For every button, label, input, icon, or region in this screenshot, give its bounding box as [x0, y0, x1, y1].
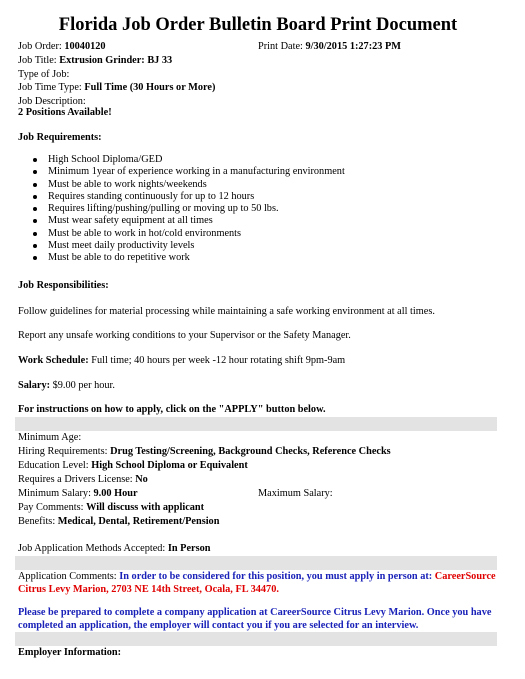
section-divider — [15, 417, 497, 431]
responsibilities-line-2: Report any unsafe working conditions to your Supervisor or the Safety Manager. — [18, 330, 351, 341]
print-date-label: Print Date: — [258, 41, 303, 52]
responsibilities-line-1: Follow guidelines for material processing while maintaining a safe working environment at all times. — [18, 306, 435, 317]
job-time-type-line — [18, 82, 215, 95]
drivers-license-label: Requires a Drivers License: — [18, 474, 133, 485]
education-value: High School Diploma or Equivalent — [91, 460, 248, 471]
education-label: Education Level: — [18, 460, 89, 471]
drivers-license-line — [18, 474, 148, 487]
application-methods-value: In Person — [167, 543, 211, 554]
salary-value: $9.00 per hour. — [52, 380, 115, 391]
requirements-heading: Job Requirements: — [18, 132, 102, 143]
application-methods-line — [18, 543, 210, 556]
application-address: CareerSource Citrus Levy Marion, 2703 NE 14th Street, Ocala, FL 34470. — [18, 571, 496, 595]
minimum-salary-line — [18, 488, 138, 501]
work-schedule-line — [18, 355, 345, 368]
drivers-license-value: No — [135, 474, 148, 485]
work-schedule-label: Work Schedule: — [18, 355, 89, 366]
apply-instructions: For instructions on how to apply, click on the "APPLY" button below. — [18, 404, 326, 415]
application-methods-label: Job Application Methods Accepted: — [18, 543, 166, 554]
hiring-requirements-value: Drug Testing/Screening, Background Checks, Reference Checks — [110, 446, 391, 457]
minimum-salary-label: Minimum Salary: — [18, 488, 91, 499]
benefits-value: Medical, Dental, Retirement/Pension — [57, 516, 220, 527]
job-order-line — [18, 41, 106, 54]
application-comments-label: Application Comments: — [18, 571, 117, 582]
document-title: Florida Job Order Bulletin Board Print Document — [58, 15, 458, 35]
type-of-job-label: Type of Job: — [18, 69, 70, 80]
application-prepare-note: Please be prepared to complete a company application at CareerSource Citrus Levy Marion. Once you have completed an application, the employer will contact you if you are selected for an interview. — [18, 607, 492, 631]
list-item: High School Diploma/GED — [18, 154, 345, 166]
application-comments-text: In order to be considered for this position, you must apply in person at: — [119, 571, 433, 582]
education-line — [18, 460, 248, 473]
minimum-age-label: Minimum Age: — [18, 432, 82, 443]
list-item: Must be able to work nights/weekends — [18, 179, 345, 191]
list-item: Must wear safety equipment at all times — [18, 215, 345, 227]
job-order-value: 10040120 — [64, 41, 106, 52]
job-title-label: Job Title: — [18, 55, 57, 66]
hiring-requirements-line — [18, 446, 391, 459]
list-item: Requires lifting/pushing/pulling or moving up to 50 lbs. — [18, 203, 345, 215]
maximum-salary-label: Maximum Salary: — [258, 488, 333, 499]
requirements-list — [18, 154, 345, 265]
print-date-value: 9/30/2015 1:27:23 PM — [305, 41, 402, 52]
employer-heading: Employer Information: — [18, 647, 122, 658]
job-time-type-value: Full Time (30 Hours or More) — [84, 82, 216, 93]
print-date-line — [258, 41, 401, 54]
job-title-value: Extrusion Grinder: BJ 33 — [59, 55, 173, 66]
list-item: Must meet daily productivity levels — [18, 240, 345, 252]
benefits-label: Benefits: — [18, 516, 56, 527]
positions-available: 2 Positions Available! — [18, 107, 112, 118]
salary-line — [18, 380, 115, 393]
job-time-type-label: Job Time Type: — [18, 82, 82, 93]
job-description-label: Job Description: — [18, 96, 86, 107]
list-item: Must be able to do repetitive work — [18, 252, 345, 264]
section-divider — [15, 556, 497, 570]
job-order-label: Job Order: — [18, 41, 62, 52]
hiring-requirements-label: Hiring Requirements: — [18, 446, 108, 457]
list-item: Minimum 1year of experience working in a manufacturing environment — [18, 166, 345, 178]
minimum-salary-value: 9.00 Hour — [93, 488, 138, 499]
benefits-line — [18, 516, 219, 529]
responsibilities-heading: Job Responsibilities: — [18, 280, 109, 291]
list-item: Must be able to work in hot/cold environments — [18, 228, 345, 240]
application-comments — [18, 571, 498, 596]
section-divider — [15, 632, 497, 646]
pay-comments-line — [18, 502, 204, 515]
pay-comments-value: Will discuss with applicant — [86, 502, 205, 513]
salary-label: Salary: — [18, 380, 51, 391]
work-schedule-value: Full time; 40 hours per week -12 hour rotating shift 9pm-9am — [91, 355, 346, 366]
list-item: Requires standing continuously for up to 12 hours — [18, 191, 345, 203]
pay-comments-label: Pay Comments: — [18, 502, 84, 513]
job-title-line — [18, 55, 172, 68]
